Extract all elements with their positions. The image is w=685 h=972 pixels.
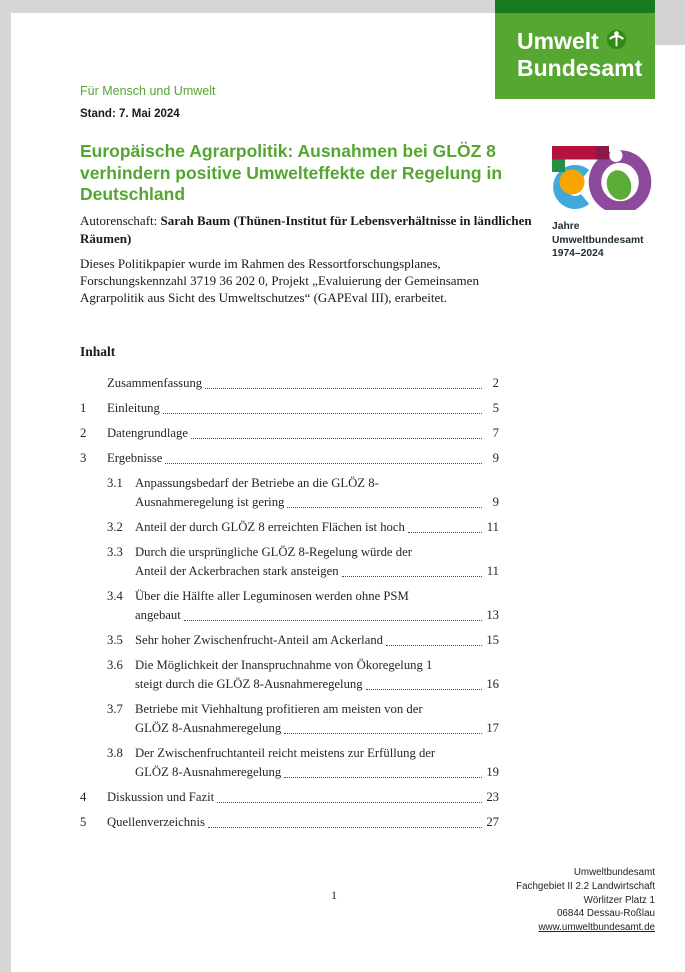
page-title: Europäische Agrarpolitik: Ausnahmen bei GLÖZ 8 verhindern positive Umwelteffekte der Regelung in Deutschland (80, 141, 503, 204)
toc-entry-title: Ergebnisse (107, 451, 163, 465)
toc-entry[interactable] (80, 587, 499, 625)
toc-entry-body (107, 374, 499, 393)
toc-entry-line (135, 763, 499, 782)
toc-page-number: 19 (486, 765, 499, 779)
toc-entry-line (135, 474, 499, 493)
toc-entry[interactable] (80, 399, 499, 418)
toc-entry-line (107, 424, 499, 443)
toc-entry-line (107, 449, 499, 468)
toc-page-number: 11 (486, 564, 499, 578)
toc-entry-title: Ausnahmeregelung ist gering (135, 495, 285, 509)
toc-entry-title: Zusammenfassung (107, 376, 203, 390)
toc-entry-number: 3.8 (107, 746, 123, 760)
toc-entry-number: 3.2 (107, 520, 123, 534)
toc-entry-body (107, 813, 499, 832)
intro-paragraph: Dieses Politikpapier wurde im Rahmen des Ressortforschungsplanes, Forschungskennzahl 3719 36 202 0, Projekt „Evaluierung der Gemeinsamen Agrarpolitik aus Sicht des Umweltschutzes“ (GAPEval III), erarbeitet. (80, 256, 479, 305)
toc-heading: Inhalt (80, 344, 116, 359)
toc-dot-leader (205, 388, 482, 389)
toc-entry-number: 3 (80, 451, 87, 465)
uba-brand-box (495, 0, 655, 99)
toc-entry[interactable] (80, 449, 499, 468)
toc-entry-body (135, 631, 499, 650)
toc-dot-leader (342, 576, 482, 577)
toc-page-number: 13 (486, 608, 499, 622)
toc-page-number: 9 (492, 451, 499, 465)
toc-entry-title: GLÖZ 8-Ausnahmeregelung (135, 721, 282, 735)
date-line: Stand: 7. Mai 2024 (80, 108, 180, 120)
toc-entry[interactable] (80, 518, 499, 537)
toc-page-number: 16 (486, 677, 499, 691)
brand-word-bundesamt: Bundesamt (517, 55, 643, 81)
toc-page-number: 2 (492, 376, 499, 390)
toc-page-number: 5 (492, 401, 499, 415)
address-line: Umweltbundesamt (573, 867, 655, 878)
toc-dot-leader (208, 827, 482, 828)
toc-entry-title: Einleitung (107, 401, 160, 415)
toc-entry-body (135, 474, 499, 512)
address-line: 06844 Dessau-Roßlau (556, 908, 655, 920)
toc-page-number: 23 (486, 790, 499, 804)
toc-entry-number: 2 (80, 426, 87, 440)
toc-entry-line (135, 518, 499, 537)
toc-entry-body (135, 656, 499, 694)
anniversary-text: Jahre Umweltbundesamt 1974–2024 (552, 221, 644, 259)
toc-entry-title: Datengrundlage (107, 426, 189, 440)
toc-entry-body (135, 543, 499, 581)
toc-page-number: 27 (486, 815, 499, 829)
toc-entry-title: steigt durch die GLÖZ 8-Ausnahmeregelung (135, 677, 363, 691)
toc-page-number: 11 (486, 520, 499, 534)
toc-entry-line (135, 493, 499, 512)
toc-page-number: 9 (492, 495, 499, 509)
toc-entry-title: Die Möglichkeit der Inanspruchnahme von Ökoregelung 1 (135, 658, 433, 672)
toc-entry-line (135, 587, 499, 606)
authorship-value: Sarah Baum (Thünen-Institut für Lebensverhältnisse in ländlichen Räumen) (80, 213, 532, 246)
toc-dot-leader (366, 689, 482, 690)
toc-entry-number (80, 374, 107, 393)
toc-entry-body (135, 700, 499, 738)
uba-logo (517, 27, 642, 81)
toc-entry-body (107, 788, 499, 807)
toc-entry-number: 3.5 (107, 633, 123, 647)
toc-entry-title: Sehr hoher Zwischenfrucht-Anteil am Ackerland (135, 633, 384, 647)
toc-entry-line (135, 606, 499, 625)
toc-dot-leader (287, 507, 482, 508)
toc-entry[interactable] (80, 374, 499, 393)
toc-entry-number: 1 (80, 401, 87, 415)
toc-entry-title: Durch die ursprüngliche GLÖZ 8-Regelung würde der (135, 545, 412, 559)
toc-dot-leader (284, 733, 482, 734)
toc-entry-number: 3.6 (107, 658, 123, 672)
toc-entry[interactable] (80, 474, 499, 512)
scrollbar-thumb[interactable] (655, 0, 685, 45)
toc-entry[interactable] (80, 813, 499, 832)
toc-entry-title: angebaut (135, 608, 181, 622)
toc-entry-number: 5 (80, 815, 87, 829)
toc-page-number: 17 (486, 721, 499, 735)
toc-entry-line (107, 788, 499, 807)
toc-entry-title: Betriebe mit Viehhaltung profitieren am meisten von der (135, 702, 423, 716)
toc-dot-leader (184, 620, 482, 621)
address-line: Fachgebiet II 2.2 Landwirtschaft (516, 880, 655, 892)
toc-entry-title: Diskussion und Fazit (107, 790, 215, 804)
toc-entry[interactable] (80, 700, 499, 738)
toc-entry-line (135, 719, 499, 738)
uba-50-years-logo (552, 146, 660, 261)
brand-word-umwelt: Umwelt (517, 28, 599, 54)
toc-entry-line (135, 543, 499, 562)
toc-entry-line (107, 813, 499, 832)
toc-dot-leader (191, 438, 482, 439)
toc-entry-line (107, 374, 499, 393)
authorship-label: Autorenschaft: (80, 213, 161, 228)
toc-entry-title: Über die Hälfte aller Leguminosen werden ohne PSM (135, 589, 409, 603)
toc-entry-line (135, 656, 499, 675)
tagline: Für Mensch und Umwelt (80, 84, 216, 98)
uba-person-icon (606, 29, 627, 55)
toc-dot-leader (217, 802, 482, 803)
toc-entry-number: 3.1 (107, 476, 123, 490)
toc-entry-body (107, 449, 499, 468)
toc-entry-body (135, 744, 499, 782)
toc-entry[interactable] (80, 788, 499, 807)
toc-page-number: 7 (492, 426, 499, 440)
toc-dot-leader (284, 777, 482, 778)
address-line: Wörlitzer Platz 1 (583, 894, 655, 906)
toc-dot-leader (386, 645, 482, 646)
brand-box-top-strip (495, 0, 655, 13)
toc-entry-number: 3.7 (107, 702, 123, 716)
toc-entry-line (135, 631, 499, 650)
toc-entry-number: 3.3 (107, 545, 123, 559)
toc-entry-title: Anteil der Ackerbrachen stark ansteigen (135, 564, 339, 578)
toc-list (80, 374, 499, 838)
toc-entry-line (135, 700, 499, 719)
toc-dot-leader (408, 532, 482, 533)
toc-entry[interactable] (80, 543, 499, 581)
toc-dot-leader (163, 413, 482, 414)
toc-entry[interactable] (80, 424, 499, 443)
toc-entry-body (135, 587, 499, 625)
toc-entry-number: 4 (80, 790, 87, 804)
toc-page-number: 15 (486, 633, 499, 647)
toc-entry-number: 3.4 (107, 589, 123, 603)
toc-dot-leader (165, 463, 482, 464)
toc-entry-title: Anpassungsbedarf der Betriebe an die GLÖZ 8- (135, 476, 379, 490)
footer-address (516, 866, 655, 935)
toc-entry-body (135, 518, 499, 537)
toc-entry-title: Quellenverzeichnis (107, 815, 205, 829)
toc-entry[interactable] (80, 744, 499, 782)
website-link[interactable]: www.umweltbundesamt.de (538, 922, 655, 934)
toc-entry[interactable] (80, 656, 499, 694)
fifty-mark-icon (552, 146, 652, 210)
toc-entry-title: GLÖZ 8-Ausnahmeregelung (135, 765, 282, 779)
toc-entry-body (107, 399, 499, 418)
toc-entry-body (107, 424, 499, 443)
toc-entry-line (107, 399, 499, 418)
toc-entry-title: Der Zwischenfruchtanteil reicht meistens zur Erfüllung der (135, 746, 436, 760)
toc-entry-title: Anteil der durch GLÖZ 8 erreichten Flächen ist hoch (135, 520, 405, 534)
toc-entry-line (135, 744, 499, 763)
footer-page-number: 1 (331, 890, 337, 902)
toc-entry-line (135, 675, 499, 694)
authorship-line (80, 212, 532, 247)
toc-entry-line (135, 562, 499, 581)
toc-entry[interactable] (80, 631, 499, 650)
